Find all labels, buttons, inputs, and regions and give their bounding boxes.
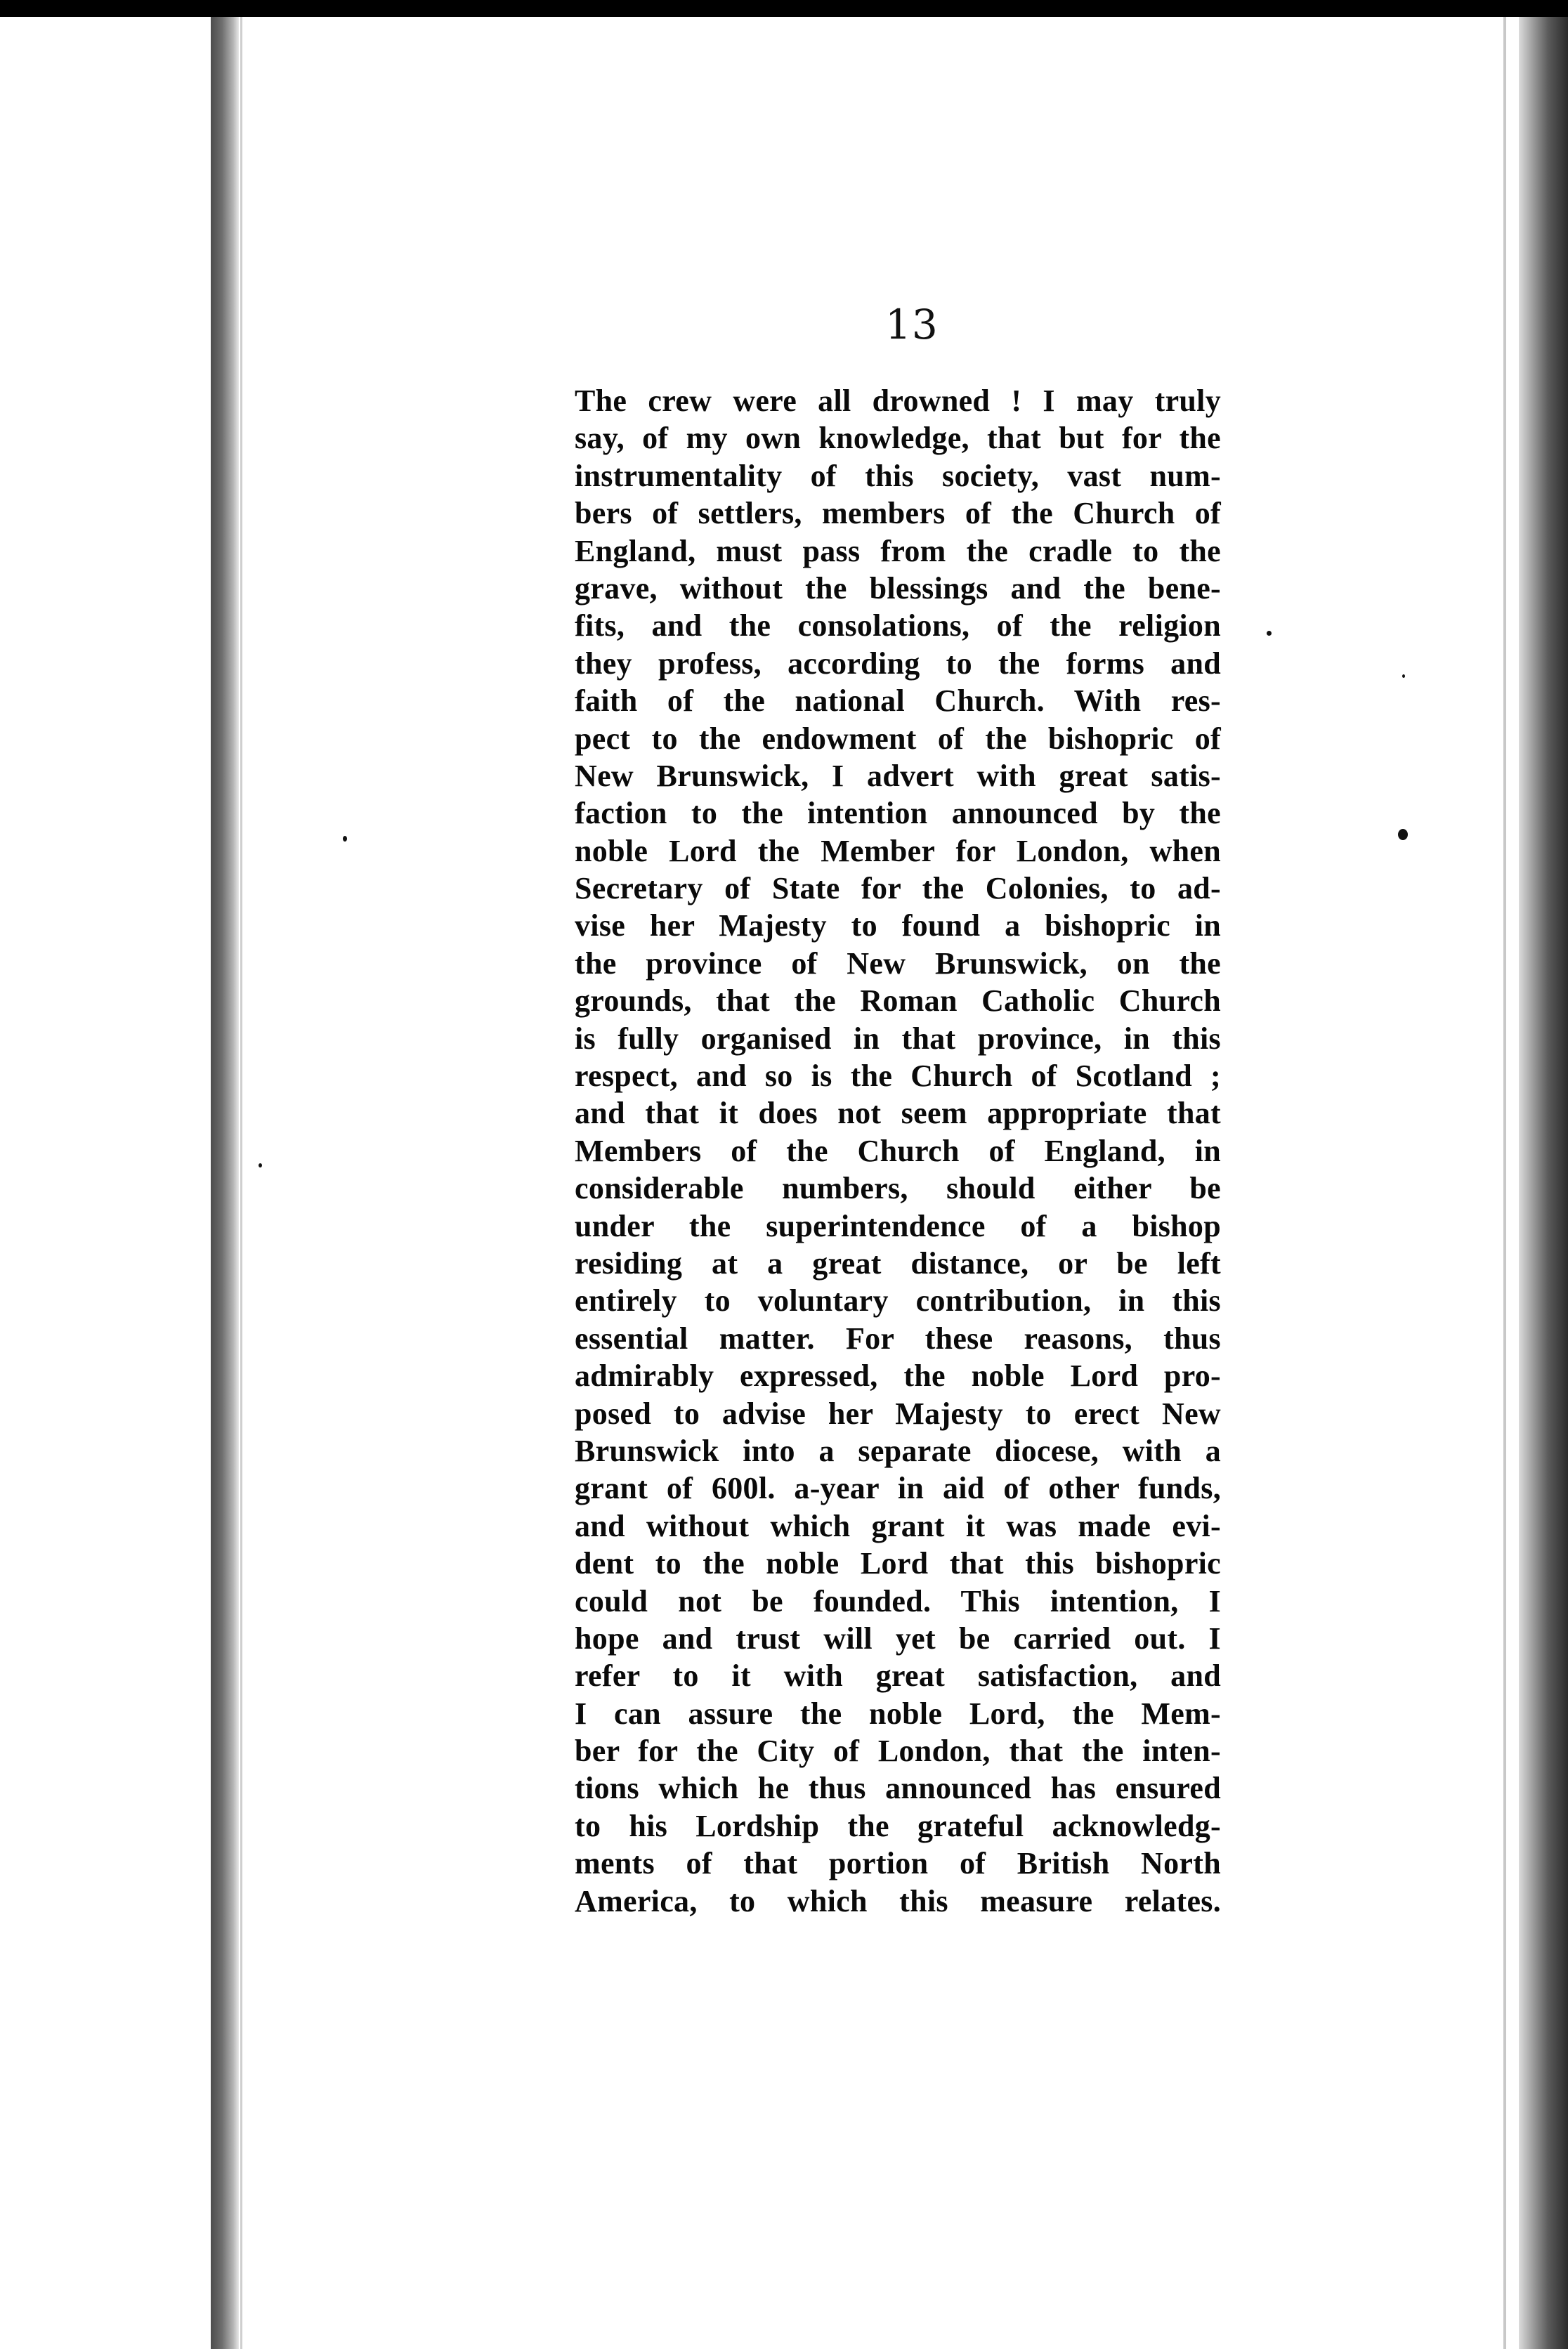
text-line: Secretary of State for the Colonies, to ad-	[575, 871, 1221, 906]
text-line: grounds, that the Roman Catholic Church	[575, 983, 1221, 1019]
text-line: vise her Majesty to found a bishopric in	[575, 908, 1221, 943]
text-line: the province of New Brunswick, on the	[575, 946, 1221, 981]
text-line: tions which he thus announced has ensured	[575, 1771, 1221, 1806]
text-line: pect to the endowment of the bishopric of	[575, 721, 1221, 756]
text-line: is fully organised in that province, in this	[575, 1021, 1221, 1056]
scan-speck	[1402, 674, 1405, 678]
text-line: I can assure the noble Lord, the Mem-	[575, 1696, 1221, 1731]
text-line: grave, without the blessings and the bene-	[575, 570, 1221, 606]
text-line: residing at a great distance, or be left	[575, 1245, 1221, 1281]
text-line: Members of the Church of England, in	[575, 1133, 1221, 1168]
text-line: refer to it with great satisfaction, and	[575, 1658, 1221, 1694]
text-line: and that it does not seem appropriate that	[575, 1096, 1221, 1131]
text-line: under the superintendence of a bishop	[575, 1208, 1221, 1243]
text-line: ber for the City of London, that the inten-	[575, 1734, 1221, 1769]
scan-top-edge	[0, 0, 1568, 17]
text-line: could not be founded. This intention, I	[575, 1583, 1221, 1618]
text-line: to his Lordship the grateful acknowledg-	[575, 1808, 1221, 1843]
text-line: posed to advise her Majesty to erect New	[575, 1396, 1221, 1431]
text-line: faith of the national Church. With res-	[575, 683, 1221, 719]
scan-speck	[259, 1163, 262, 1167]
text-line: say, of my own knowledge, that but for the	[575, 421, 1221, 456]
text-line: essential matter. For these reasons, thus	[575, 1321, 1221, 1356]
scan-speck	[343, 836, 347, 842]
text-line: England, must pass from the cradle to the	[575, 533, 1221, 568]
text-line: entirely to voluntary contribution, in this	[575, 1283, 1221, 1319]
text-line: ments of that portion of British North	[575, 1846, 1221, 1881]
scan-speck	[1398, 829, 1408, 840]
page-right-edge-shadow	[1519, 17, 1568, 2349]
text-line: bers of settlers, members of the Church of	[575, 496, 1221, 531]
text-line: New Brunswick, I advert with great satis-	[575, 758, 1221, 793]
text-line: noble Lord the Member for London, when	[575, 833, 1221, 868]
text-line: instrumentality of this society, vast num-	[575, 458, 1221, 493]
page-gutter-line	[240, 17, 242, 2349]
text-line: considerable numbers, should either be	[575, 1171, 1221, 1206]
page-edge-line	[1503, 17, 1506, 2349]
text-line: grant of 600l. a-year in aid of other funds,	[575, 1471, 1221, 1506]
page-number: 13	[885, 301, 939, 348]
text-line: they profess, according to the forms and	[575, 646, 1221, 681]
text-line: faction to the intention announced by the	[575, 796, 1221, 831]
text-line: and without which grant it was made evi-	[575, 1508, 1221, 1543]
scan-speck	[1267, 631, 1272, 636]
text-line: hope and trust will yet be carried out. I	[575, 1621, 1221, 1656]
text-line: The crew were all drowned ! I may truly	[575, 384, 1221, 418]
body-text	[575, 382, 1221, 1920]
text-line: respect, and so is the Church of Scotland ;	[575, 1059, 1221, 1094]
text-line: Brunswick into a separate diocese, with a	[575, 1433, 1221, 1468]
text-line: America, to which this measure relates.	[575, 1883, 1221, 1918]
text-line: dent to the noble Lord that this bishopric	[575, 1546, 1221, 1581]
text-line: fits, and the consolations, of the religion	[575, 608, 1221, 643]
page-gutter-shadow	[211, 17, 239, 2349]
text-line: admirably expressed, the noble Lord pro-	[575, 1359, 1221, 1394]
